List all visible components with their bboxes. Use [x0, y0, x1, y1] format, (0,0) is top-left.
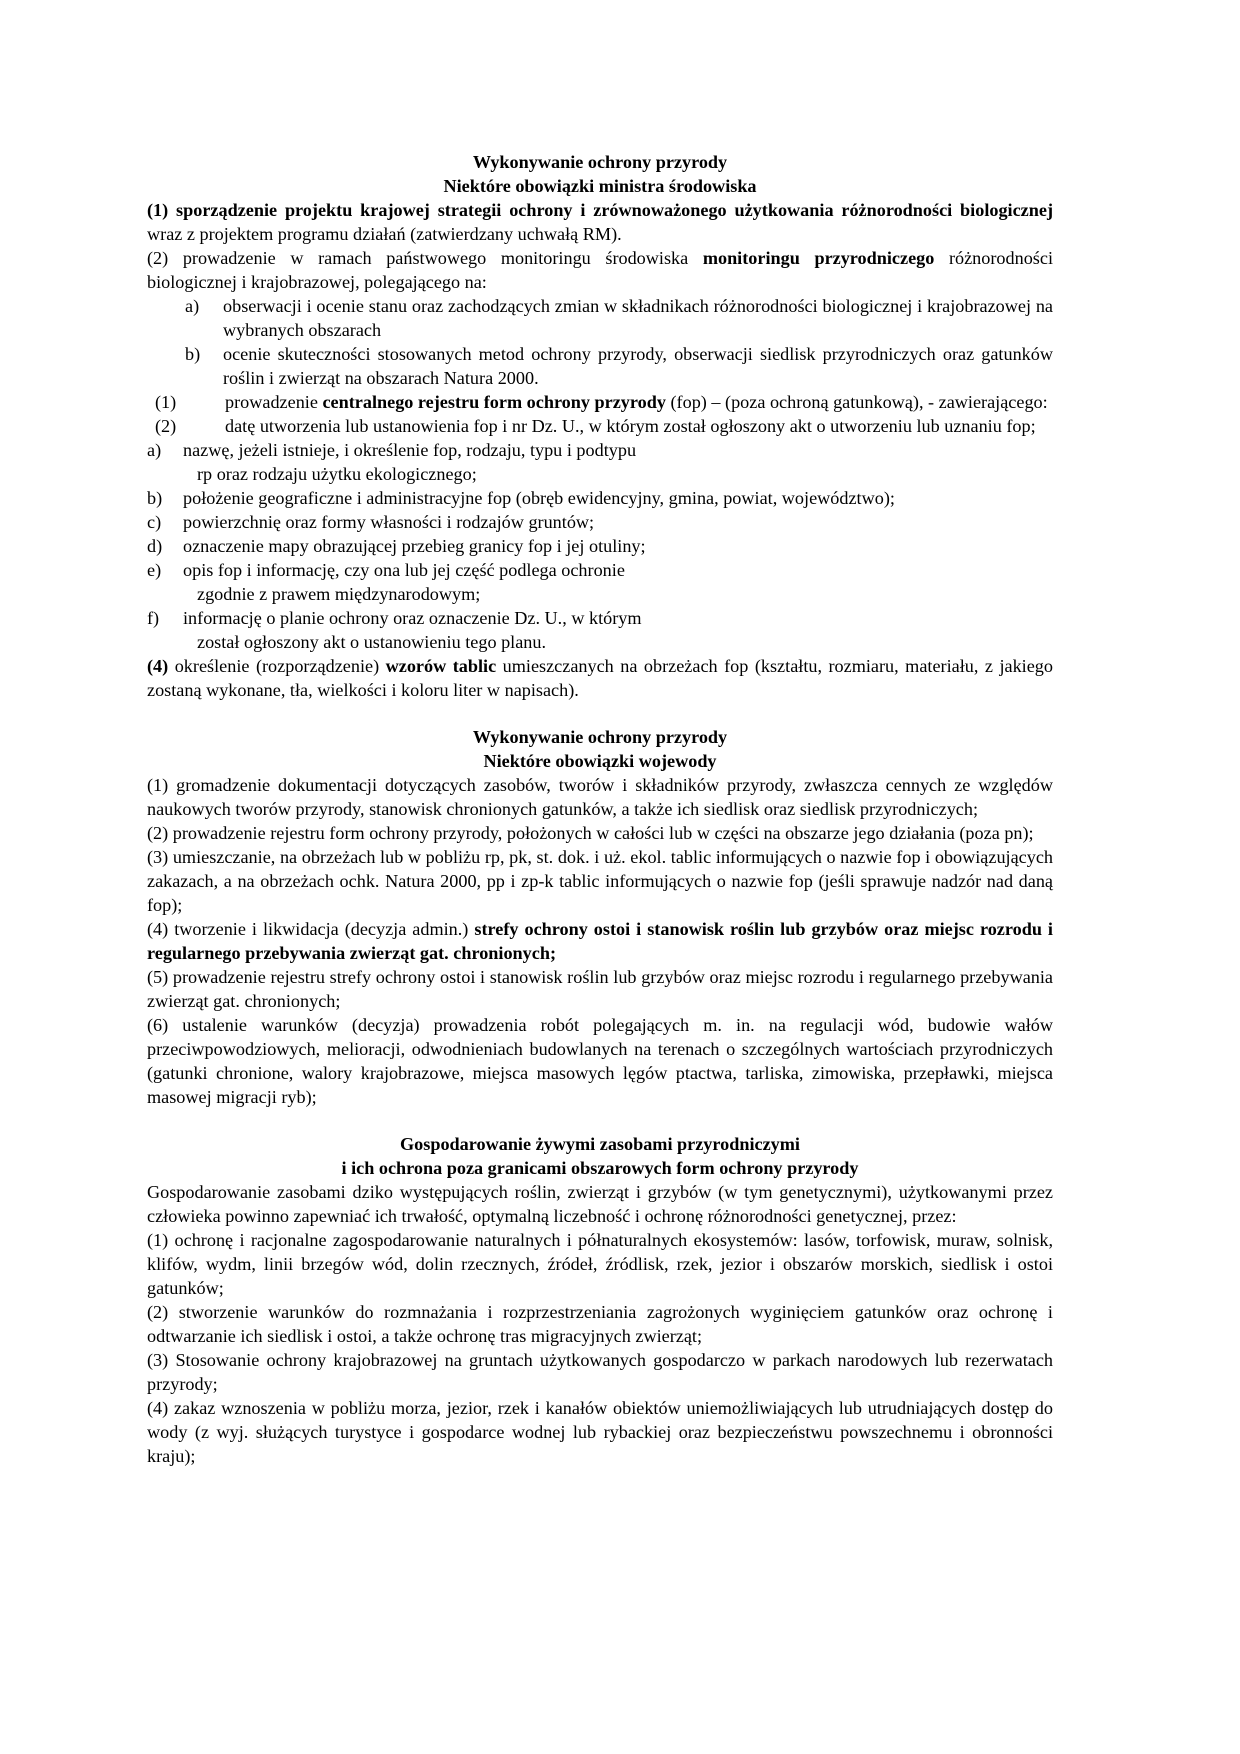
section-spacer — [147, 1109, 1053, 1132]
n1-end: (fop) – (poza ochroną gatunkową), - zawierającego: — [665, 392, 1048, 412]
s1-p4-bold: wzorów tablic — [385, 656, 497, 676]
s1-paragraph-4 — [147, 654, 1053, 702]
s2-paragraph-3: (3) umieszczanie, na obrzeżach lub w pobliżu rp, pk, st. dok. i uż. ekol. tablic informujących o nazwie fop i obowiązujących zakazach, a na obrzeżach ochk. Natura 2000, pp i zp-k tablic informujących o nazwie fop (jeśli sprawuje nadzór nad daną fop); — [147, 847, 1053, 915]
s2-paragraph-6: (6) ustalenie warunków (decyzja) prowadzenia robót polegających m. in. na regulacji wód, budowie wałów przeciwpowodziowych, melioracji, odwodnieniach budowlanych na terenach o szczególnych wartościach przyrodniczych (gatunki chronione, walory krajobrazowe, miejsca masowych lęgów ptactwa, tarliska, zimowiska, przepławki, miejsca masowej migracji ryb); — [147, 1015, 1053, 1107]
lf-cont: został ogłoszony akt o ustanowieniu tego planu. — [197, 632, 547, 652]
s3-paragraph-3: (3) Stosowanie ochrony krajobrazowej na gruntach użytkowanych gospodarczo w parkach narodowych lub rezerwatach przyrody; — [147, 1350, 1053, 1394]
s3-paragraph-2: (2) stworzenie warunków do rozmnażania i rozprzestrzeniania zagrożonych wyginięciem gatunków oraz ochronę i odtwarzanie ich siedlisk i ostoi, a także ochronę tras migracyjnych zwierząt; — [147, 1302, 1053, 1346]
s2-p4-start: (4) tworzenie i likwidacja (decyzja admin.) — [147, 919, 475, 939]
list-text: powierzchnię oraz formy własności i rodzajów gruntów; — [183, 512, 595, 532]
list-text: obserwacji i ocenie stanu oraz zachodzących zmian w składnikach różnorodności biologicznej i krajobrazowej na wybranych obszarach — [223, 296, 1053, 340]
s1-paragraph-1 — [147, 198, 1053, 246]
list-text: położenie geograficzne i administracyjne fop (obręb ewidencyjny, gmina, powiat, województwo); — [183, 488, 895, 508]
s1-letter-c — [147, 510, 1053, 534]
list-label: f) — [147, 608, 160, 628]
le-cont: zgodnie z prawem międzynarodowym; — [197, 584, 481, 604]
s2-paragraph-4 — [147, 917, 1053, 965]
list-label: e) — [147, 560, 162, 580]
lf-text: informację o planie ochrony oraz oznaczenie Dz. U., w którym — [183, 608, 642, 628]
s3-paragraph-4: (4) zakaz wznoszenia w pobliżu morza, jezior, rzek i kanałów obiektów uniemożliwiających lub utrudniających dostęp do wody (z wyj. służących turystyce i gospodarce wodnej lub rybackiej oraz bezpieczeństwu powszechnemu i obronności kraju); — [147, 1398, 1053, 1466]
list-text: datę utworzenia lub ustanowienia fop i nr Dz. U., w którym został ogłoszony akt o utworzeniu lub uznaniu fop; — [225, 416, 1036, 436]
s2-paragraph-5: (5) prowadzenie rejestru strefy ochrony ostoi i stanowisk roślin lub grzybów oraz miejsc rozrodu i regularnego przebywania zwierząt gat. chronionych; — [147, 967, 1053, 1011]
s1-letter-a — [147, 438, 1053, 486]
s1-numbered-1 — [147, 390, 1053, 414]
s1-letter-d — [147, 534, 1053, 558]
section3-title: Gospodarowanie żywymi zasobami przyrodniczymi — [400, 1134, 800, 1154]
s1-p2-end: różnorodności biologicznej i krajobrazowej, polegającego na: — [147, 248, 1053, 292]
list-label: d) — [147, 536, 163, 556]
s1-p1-bold: (1) sporządzenie projektu krajowej strategii ochrony i zrównoważonego użytkowania różnorodności biologicznej — [147, 200, 1053, 220]
s1-letter-e — [147, 558, 1053, 606]
la-cont: rp oraz rodzaju użytku ekologicznego; — [197, 464, 477, 484]
s1-letter-f — [147, 606, 1053, 654]
la-text: nazwę, jeżeli istnieje, i określenie fop, rodzaju, typu i podtypu — [183, 440, 637, 460]
list-text — [183, 438, 1053, 486]
list-text: oznaczenie mapy obrazującej przebieg granicy fop i jej otuliny; — [183, 536, 646, 556]
s3-intro: Gospodarowanie zasobami dziko występujących roślin, zwierząt i grzybów (w tym genetycznymi), użytkowanymi przez człowieka powinno zapewniać ich trwałość, optymalną liczebność i ochronę różnorodności genetycznej, przez: — [147, 1182, 1053, 1226]
section3-subtitle: i ich ochrona poza granicami obszarowych form ochrony przyrody — [341, 1158, 859, 1178]
s1-item-b — [147, 342, 1053, 390]
document-content — [147, 150, 1053, 1468]
s1-p1-rest: wraz z projektem programu działań (zatwierdzany uchwałą RM). — [147, 224, 622, 244]
list-label: (1) — [155, 392, 177, 412]
s1-p4-num: (4) — [147, 656, 169, 676]
s3-paragraph-1: (1) ochronę i racjonalne zagospodarowanie naturalnych i półnaturalnych ekosystemów: lasów, torfowisk, muraw, solnisk, klifów, wydm, linii brzegów wód, dolin rzecznych, źródeł, źródlisk, rzek, jezior i obszarów morskich, siedlisk i ostoi gatunków; — [147, 1230, 1053, 1298]
list-label: b) — [147, 488, 163, 508]
le-text: opis fop i informację, czy ona lub jej część podlega ochronie — [183, 560, 625, 580]
s1-numbered-2 — [147, 414, 1053, 438]
list-text — [183, 606, 1053, 654]
list-label: b) — [185, 344, 201, 364]
list-text — [225, 390, 1053, 414]
list-text: ocenie skuteczności stosowanych metod ochrony przyrody, obserwacji siedlisk przyrodniczych oraz gatunków roślin i zwierząt na obszarach Natura 2000. — [223, 344, 1053, 388]
section1-title: Wykonywanie ochrony przyrody — [472, 152, 728, 172]
s1-p2-start: (2) prowadzenie w ramach państwowego monitoringu środowiska — [147, 248, 703, 268]
s2-paragraph-1: (1) gromadzenie dokumentacji dotyczących zasobów, tworów i składników przyrody, zwłaszcza cennych ze względów naukowych tworów przyrody, stanowisk chronionych gatunków, a także ich siedlisk oraz siedlisk przyrodniczych; — [147, 775, 1053, 819]
section2-title: Wykonywanie ochrony przyrody — [472, 727, 728, 747]
list-label: c) — [147, 512, 162, 532]
n1-bold: centralnego rejestru form ochrony przyrody — [322, 392, 666, 412]
section2-subtitle: Niektóre obowiązki wojewody — [483, 751, 717, 771]
s2-paragraph-2: (2) prowadzenie rejestru form ochrony przyrody, położonych w całości lub w części na obszarze jego działania (poza pn); — [147, 823, 1034, 843]
s2-p4-bold: strefy ochrony ostoi i stanowisk roślin lub grzybów oraz miejsc rozrodu i regularnego przebywania zwierząt gat. chronionych; — [147, 919, 1053, 963]
list-label: a) — [185, 296, 200, 316]
list-label: (2) — [155, 416, 177, 436]
s1-paragraph-2 — [147, 246, 1053, 294]
s1-item-a — [147, 294, 1053, 342]
s1-p4-start: określenie (rozporządzenie) — [168, 656, 386, 676]
s1-letter-b — [147, 486, 1053, 510]
list-label: a) — [147, 440, 162, 460]
section-spacer — [147, 702, 1053, 725]
section1-subtitle: Niektóre obowiązki ministra środowiska — [443, 176, 757, 196]
s1-p4-end: umieszczanych na obrzeżach fop (kształtu, rozmiaru, materiału, z jakiego zostaną wykonane, tła, wielkości i koloru liter w napisach). — [147, 656, 1053, 700]
n1-start: prowadzenie — [225, 392, 323, 412]
list-text — [183, 558, 1053, 606]
s1-p2-bold: monitoringu przyrodniczego — [702, 248, 935, 268]
